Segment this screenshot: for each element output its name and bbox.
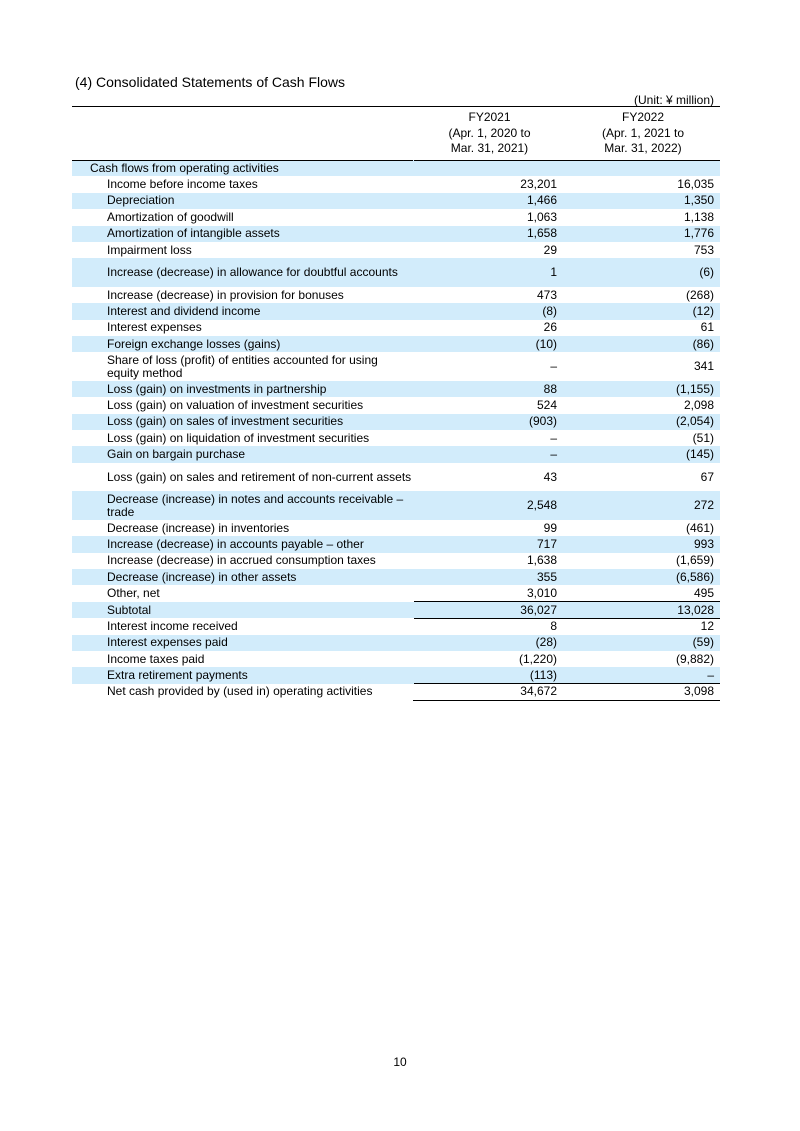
row-label: Loss (gain) on sales and retirement of non-current assets <box>107 469 412 484</box>
table-row <box>72 287 720 303</box>
row-label: Gain on bargain purchase <box>72 446 413 462</box>
value-fy2021: 355 <box>413 569 566 585</box>
value-fy2021: 1,658 <box>413 226 566 242</box>
value-fy2021 <box>413 160 566 176</box>
value-fy2022: 67 <box>700 469 714 484</box>
section-header-row <box>72 160 720 176</box>
fy2021-title: FY2021 <box>468 110 511 124</box>
value-fy2022: (59) <box>566 635 720 651</box>
table-body <box>72 160 720 700</box>
value-fy2022: 993 <box>566 536 720 552</box>
value-fy2022: (6,586) <box>566 569 720 585</box>
row-label: Interest income received <box>107 618 238 633</box>
value-fy2021: 23,201 <box>520 177 557 192</box>
row-label: Cash flows from operating activities <box>72 160 413 176</box>
table-row <box>72 569 720 585</box>
value-fy2021: 43 <box>543 469 557 484</box>
table-row <box>72 430 720 446</box>
value-fy2021: 1,466 <box>413 193 566 209</box>
table-row <box>72 585 720 601</box>
row-label: Net cash provided by (used in) operating activities <box>107 684 373 699</box>
value-fy2021: 1,638 <box>526 553 557 568</box>
value-fy2021: 1 <box>413 258 566 287</box>
value-fy2021: – <box>550 359 557 374</box>
table-row <box>72 352 720 381</box>
row-label: Subtotal <box>72 602 413 618</box>
fy2022-title: FY2022 <box>621 110 665 124</box>
value-fy2022: (51) <box>692 430 714 445</box>
row-label: Share of loss (profit) of entities accounted for using equity method <box>107 352 378 380</box>
value-fy2022: (2,054) <box>566 414 720 430</box>
value-fy2021: (903) <box>413 414 566 430</box>
value-fy2021: (113) <box>413 667 566 683</box>
table-row <box>72 226 720 242</box>
table-row <box>72 667 720 683</box>
value-fy2022: 61 <box>700 320 714 335</box>
value-fy2021: – <box>413 446 566 462</box>
value-fy2022: – <box>566 667 720 683</box>
row-label: Increase (decrease) in allowance for doubtful accounts <box>72 258 413 287</box>
row-label: Increase (decrease) in provision for bonuses <box>107 287 344 302</box>
value-fy2022 <box>566 160 720 176</box>
table-row <box>72 618 720 634</box>
value-fy2022: 1,138 <box>683 209 714 224</box>
row-label: Loss (gain) on investments in partnership <box>72 381 413 397</box>
value-fy2021: 26 <box>543 320 557 335</box>
table-row <box>72 536 720 552</box>
fy2021-period-end: Mar. 31, 2021) <box>450 141 529 155</box>
table-row <box>72 446 720 462</box>
value-fy2021: 36,027 <box>413 602 566 618</box>
fy2022-period-start: (Apr. 1, 2021 to <box>601 125 685 140</box>
value-fy2022: 3,098 <box>566 684 720 700</box>
row-label: Loss (gain) on valuation of investment securities <box>107 397 364 412</box>
value-fy2022: 2,098 <box>683 397 714 412</box>
row-label: Interest expenses paid <box>72 635 413 651</box>
table-row <box>72 635 720 651</box>
value-fy2022: 753 <box>693 242 714 257</box>
value-fy2021: (28) <box>413 635 566 651</box>
value-fy2022: (145) <box>566 446 720 462</box>
table-row <box>72 684 720 700</box>
table-row <box>72 193 720 209</box>
row-label: Depreciation <box>72 193 413 209</box>
table-row <box>72 320 720 336</box>
value-fy2022: (86) <box>566 336 720 352</box>
value-fy2021: 3,010 <box>526 585 557 600</box>
value-fy2021: 717 <box>413 536 566 552</box>
value-fy2022: 272 <box>566 491 720 520</box>
table-row <box>72 176 720 192</box>
value-fy2021: – <box>550 430 557 445</box>
row-label: Interest expenses <box>107 320 202 335</box>
fy2021-period-start: (Apr. 1, 2020 to <box>448 125 531 140</box>
table-row <box>72 242 720 258</box>
value-fy2022: (461) <box>685 520 714 535</box>
section-title: (4) Consolidated Statements of Cash Flows <box>75 74 346 90</box>
value-fy2022: 341 <box>693 359 714 374</box>
row-label: Income before income taxes <box>107 177 258 192</box>
value-fy2021: 29 <box>543 242 557 257</box>
value-fy2022: (268) <box>685 287 714 302</box>
value-fy2021: 473 <box>536 287 557 302</box>
table-row <box>72 414 720 430</box>
value-fy2021: 99 <box>543 520 557 535</box>
value-fy2022: (6) <box>566 258 720 287</box>
row-label: Increase (decrease) in accrued consumption taxes <box>107 553 376 568</box>
value-fy2021: (10) <box>413 336 566 352</box>
value-fy2022: 13,028 <box>566 602 720 618</box>
table-row <box>72 520 720 536</box>
column-header-fy2021 <box>413 107 566 161</box>
value-fy2021: (1,220) <box>518 651 557 666</box>
value-fy2021: 34,672 <box>413 684 566 700</box>
value-fy2021: 1,063 <box>526 209 557 224</box>
row-label: Extra retirement payments <box>72 667 413 683</box>
value-fy2021: 88 <box>413 381 566 397</box>
row-label: Decrease (increase) in other assets <box>72 569 413 585</box>
label-column-header <box>72 107 413 161</box>
row-label: Increase (decrease) in accounts payable – other <box>72 536 413 552</box>
row-label: Loss (gain) on liquidation of investment securities <box>107 430 370 445</box>
row-label: Interest and dividend income <box>72 303 413 319</box>
fy2022-period-end: Mar. 31, 2022) <box>604 141 682 155</box>
table-row <box>72 491 720 520</box>
cash-flow-table <box>72 106 720 701</box>
row-label: Foreign exchange losses (gains) <box>72 336 413 352</box>
table-row <box>72 553 720 569</box>
value-fy2022: 12 <box>566 618 720 634</box>
value-fy2021: 2,548 <box>413 491 566 520</box>
unit-note: (Unit: ¥ million) <box>633 93 714 107</box>
value-fy2022: 495 <box>693 585 714 600</box>
value-fy2022: 16,035 <box>677 177 714 192</box>
value-fy2022: (12) <box>566 303 720 319</box>
value-fy2021: 8 <box>413 618 566 634</box>
table-row <box>72 397 720 413</box>
row-label: Other, net <box>107 586 160 601</box>
table-row <box>72 336 720 352</box>
row-label: Amortization of goodwill <box>107 209 234 224</box>
row-label: Income taxes paid <box>107 651 205 666</box>
table-row <box>72 303 720 319</box>
table-row <box>72 463 720 492</box>
value-fy2022: (1,659) <box>675 553 714 568</box>
table-row <box>72 258 720 287</box>
column-header-row <box>72 107 720 161</box>
column-header-fy2022 <box>566 107 720 161</box>
row-label: Amortization of intangible assets <box>72 226 413 242</box>
row-label: Decrease (increase) in notes and accounts receivable – trade <box>72 491 413 520</box>
value-fy2021: (8) <box>413 303 566 319</box>
value-fy2022: (1,155) <box>566 381 720 397</box>
value-fy2021: 524 <box>536 397 557 412</box>
row-label: Decrease (increase) in inventories <box>107 520 290 535</box>
table-row <box>72 602 720 618</box>
table-row <box>72 209 720 225</box>
value-fy2022: (9,882) <box>675 651 714 666</box>
row-label: Loss (gain) on sales of investment securities <box>72 414 413 430</box>
value-fy2022: 1,350 <box>566 193 720 209</box>
value-fy2022: 1,776 <box>566 226 720 242</box>
row-label: Impairment loss <box>107 242 192 257</box>
table-row <box>72 651 720 667</box>
table-row <box>72 381 720 397</box>
page-number: 10 <box>393 1055 407 1069</box>
